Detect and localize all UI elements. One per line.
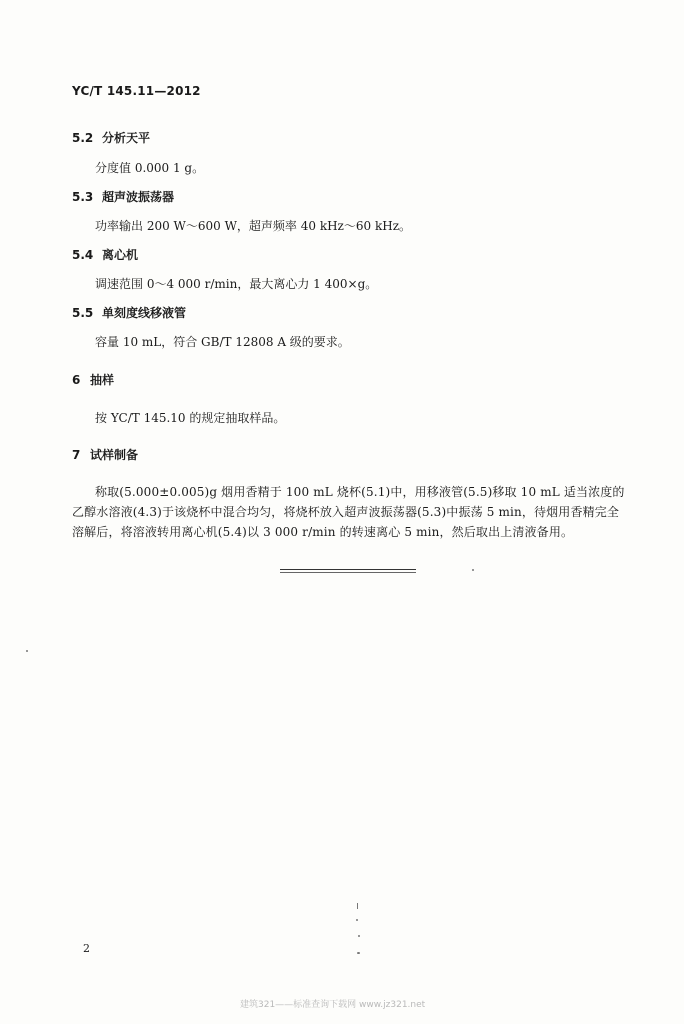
section-5-4-text: 调速范围 0～4 000 r/min，最大离心力 1 400×g。 bbox=[95, 277, 378, 291]
section-title: 超声波振荡器 bbox=[102, 190, 175, 204]
section-title: 离心机 bbox=[102, 248, 139, 262]
section-5-2-heading bbox=[72, 129, 150, 146]
scan-speck bbox=[357, 952, 360, 954]
paragraph-line: 乙醇水溶液(4.3)于该烧杯中混合均匀，将烧杯放入超声波振荡器(5.3)中振荡 5 min，待烟用香精完全 bbox=[72, 505, 620, 519]
page-number: 2 bbox=[83, 942, 90, 955]
section-6-text: 按 YC/T 145.10 的规定抽取样品。 bbox=[95, 411, 286, 425]
section-5-3-text: 功率输出 200 W～600 W，超声频率 40 kHz～60 kHz。 bbox=[95, 219, 412, 233]
section-5-3-heading bbox=[72, 188, 174, 205]
section-5-4-heading bbox=[72, 246, 138, 263]
section-5-5-heading bbox=[72, 304, 186, 321]
section-number: 5.5 bbox=[72, 306, 94, 320]
section-7-heading bbox=[72, 446, 138, 463]
section-title: 抽样 bbox=[90, 373, 115, 387]
paragraph-line: 溶解后，将溶液转用离心机(5.4)以 3 000 r/min 的转速离心 5 min，然后取出上清液备用。 bbox=[72, 525, 574, 539]
scan-speck bbox=[358, 935, 360, 937]
standard-code: YC/T 145.11—2012 bbox=[72, 84, 201, 98]
section-title: 单刻度线移液管 bbox=[102, 306, 187, 320]
section-7-paragraph bbox=[72, 482, 632, 542]
scan-speck bbox=[356, 919, 358, 921]
scan-speck bbox=[26, 650, 28, 652]
section-number: 6 bbox=[72, 373, 81, 387]
section-number: 7 bbox=[72, 448, 81, 462]
section-number: 5.4 bbox=[72, 248, 94, 262]
section-5-5-text: 容量 10 mL，符合 GB/T 12808 A 级的要求。 bbox=[95, 335, 350, 349]
scan-speck bbox=[357, 903, 358, 909]
scan-speck bbox=[472, 569, 474, 571]
section-title: 试样制备 bbox=[90, 448, 139, 462]
section-number: 5.2 bbox=[72, 131, 94, 145]
section-number: 5.3 bbox=[72, 190, 94, 204]
section-title: 分析天平 bbox=[102, 131, 151, 145]
watermark: 建筑321——标准查询下载网 www.jz321.net bbox=[240, 1000, 426, 1010]
end-rule-divider bbox=[280, 569, 416, 570]
section-6-heading bbox=[72, 371, 114, 388]
paragraph-line: 称取(5.000±0.005)g 烟用香精于 100 mL 烧杯(5.1)中，用移液管(5.5)移取 10 mL 适当浓度的 bbox=[95, 485, 625, 499]
section-5-2-text: 分度值 0.000 1 g。 bbox=[95, 161, 205, 175]
